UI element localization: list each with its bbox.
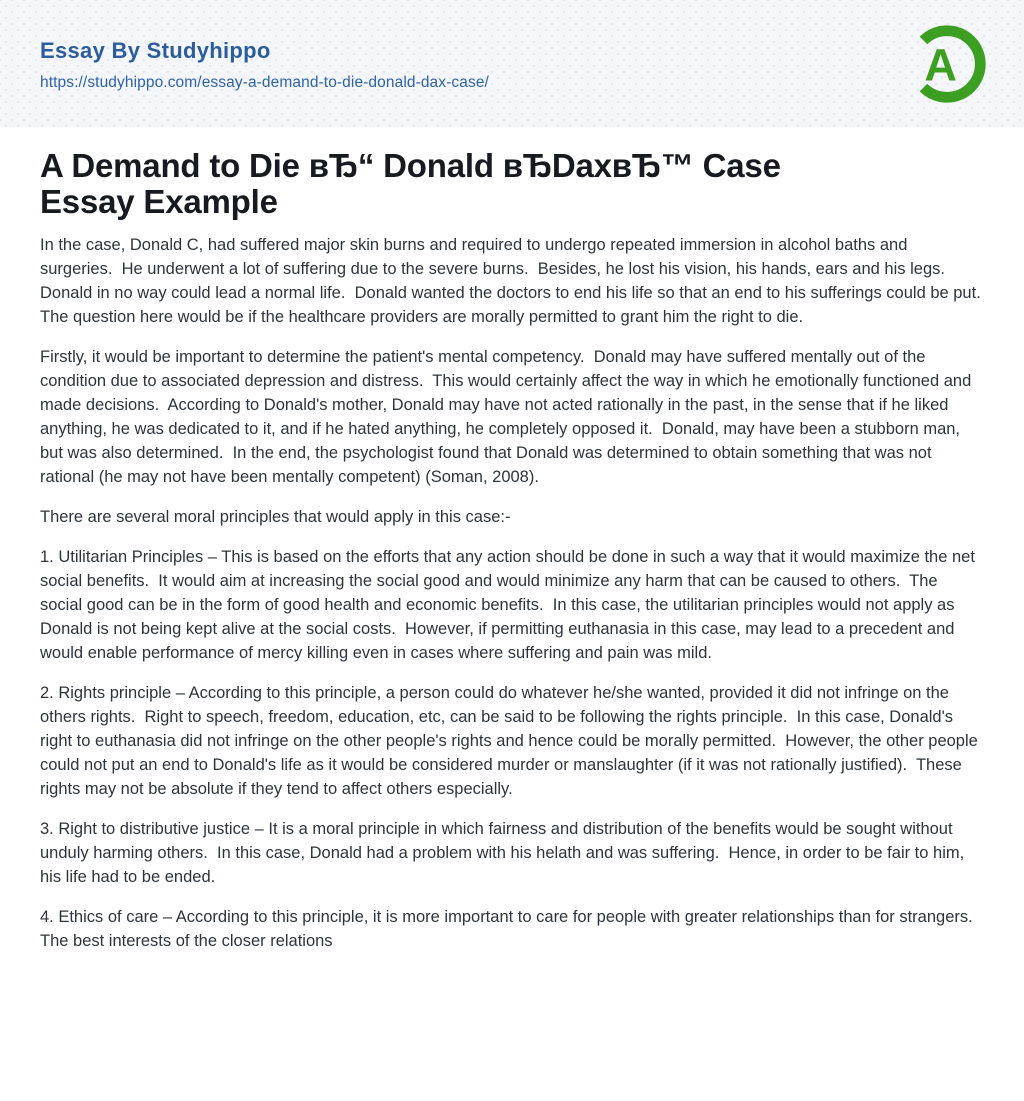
essay-paragraph: There are several moral principles that would apply in this case:-: [40, 508, 511, 527]
essay-content: [0, 127, 1024, 953]
page-url-link[interactable]: https://studyhippo.com/essay-a-demand-to-die-donald-dax-case/: [40, 74, 489, 92]
site-title: Essay By Studyhippo: [40, 38, 271, 64]
header-text-block: [40, 40, 489, 91]
essay-title: A Demand to Die вЂ“ Donald вЂDaxвЂ™ Case Essay Example: [40, 147, 781, 220]
essay-paragraph: 3. Right to distributive justice – It is a moral principle in which fairness and distribution of the benefits would be sought without unduly harming others. In this case, Donald had a problem with his helath and was suffering. Hence, in order to be fair to him, his life had to be ended.: [40, 820, 969, 887]
essay-paragraph: 1. Utilitarian Principles – This is based on the efforts that any action should be done in such a way that it would maximize the net social benefits. It would aim at increasing the social good and would minimize any harm that can be caused to others. The social good can be in the form of good health and economic benefits. In this case, the utilitarian principles would not apply as Donald is not being kept alive at the social costs. However, if permitting euthanasia in this case, may lead to a precedent and would enable performance of mercy killing even in cases where suffering and pain was mild.: [40, 548, 980, 663]
page-header: [0, 0, 1024, 127]
essay-paragraph: In the case, Donald C, had suffered major skin burns and required to undergo repeated immersion in alcohol baths and surgeries. He underwent a lot of suffering due to the severe burns. Besides, he lost his vision, his hands, ears and his legs. Donald in no way could lead a normal life. Donald wanted the doctors to end his life so that an end to his sufferings could be put. The question here would be if the healthcare providers are morally permitted to grant him the right to die.: [40, 236, 990, 327]
logo-letter: A: [924, 39, 957, 91]
essay-paragraph: 2. Rights principle – According to this principle, a person could do whatever he/she wanted, provided it did not infringe on the others rights. Right to speech, freedom, education, etc, can be said to be following the rights principle. In this case, Donald's right to euthanasia did not infringe on the other people's rights and hence could be morally permitted. However, the other people could not put an end to Donald's life as it would be considered murder or manslaughter (if it was not rationally justified). These rights may not be absolute if they tend to affect others especially.: [40, 684, 983, 799]
studyhippo-logo: [900, 17, 994, 111]
essay-paragraph: 4. Ethics of care – According to this principle, it is more important to care for people with greater relationships than for strangers. The best interests of the closer relations: [40, 908, 982, 951]
essay-paragraph: Firstly, it would be important to determine the patient's mental competency. Donald may have suffered mentally out of the condition due to associated depression and distress. This would certainly affect the way in which he emotionally functioned and made decisions. According to Donald's mother, Donald may have not acted rationally in the past, in the sense that if he liked anything, he was dedicated to it, and if he hated anything, he completely opposed it. Donald, may have been a stubborn man, but was also determined. In the end, the psychologist found that Donald was determined to obtain something that was not rational (he may not have been mentally competent) (Soman, 2008).: [40, 348, 976, 487]
